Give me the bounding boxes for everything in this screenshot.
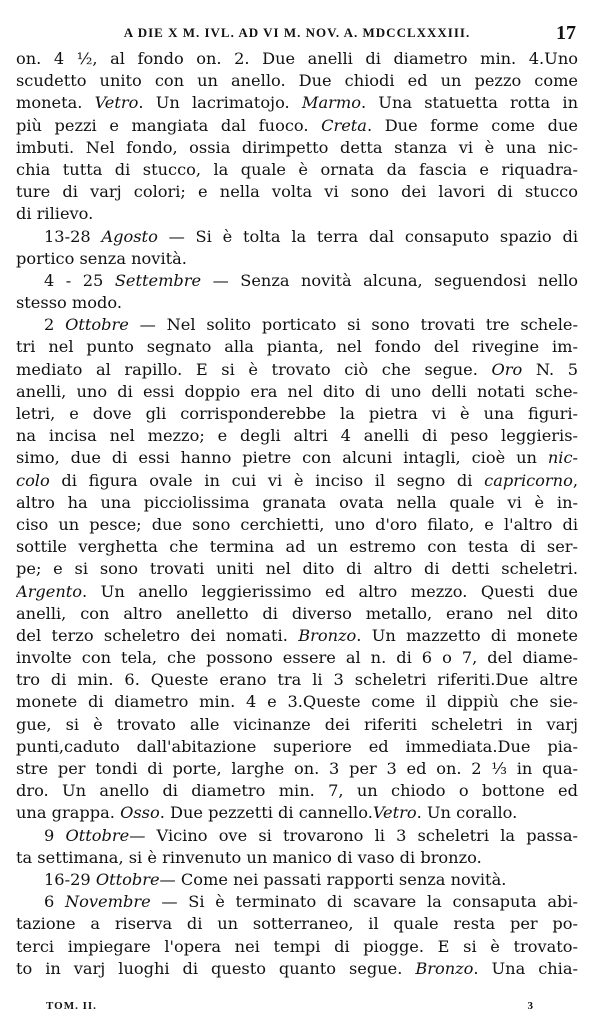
text-run: scudetto unito con un anello. Due chiodi ed un pezzo come xyxy=(16,71,578,91)
text-run: ta settimana, si è rinvenuto un manico di vaso di bronzo. xyxy=(16,847,482,867)
text-run: — Si è tolta la terra dal consaputo spazio di xyxy=(157,226,578,246)
text-run: N. 5 xyxy=(522,359,578,379)
text-line xyxy=(16,514,578,536)
italic-run: Settembre xyxy=(114,270,202,290)
text-run: anelli, con altro anelletto di diverso metallo, erano nel dito xyxy=(16,603,578,623)
text-line xyxy=(16,470,578,492)
italic-run: Ottobre xyxy=(65,315,129,335)
text-run: . Un corallo. xyxy=(416,803,518,823)
text-line xyxy=(16,581,578,603)
text-run: terci impiegare l'opera nei tempi di piogge. E si è trovato- xyxy=(16,936,578,956)
italic-run: Bronzo xyxy=(415,958,474,978)
page-footer xyxy=(46,1000,534,1012)
text-line xyxy=(16,159,578,181)
text-run: gue, si è trovato alle vicinanze dei riferiti scheletri in varj xyxy=(16,714,578,734)
body-text xyxy=(16,48,578,980)
italic-run: colo xyxy=(16,470,50,490)
text-run: , xyxy=(572,470,578,490)
text-line xyxy=(16,292,578,314)
text-run: una grappa. xyxy=(16,803,121,823)
italic-run: Vetro xyxy=(372,803,417,823)
text-line xyxy=(16,936,578,958)
text-line xyxy=(16,70,578,92)
signature-mark: 3 xyxy=(527,1000,534,1012)
text-line xyxy=(16,647,578,669)
text-line xyxy=(16,603,578,625)
text-line xyxy=(16,802,578,824)
text-run: — Nel solito porticato si sono trovati tre schele- xyxy=(128,315,578,335)
italic-run: Osso xyxy=(120,803,160,823)
text-run: simo, due di essi hanno pietre con alcuni intagli, cioè un xyxy=(16,448,548,468)
text-run: moneta. xyxy=(16,93,95,113)
text-run: — Come nei passati rapporti senza novità. xyxy=(159,869,507,889)
text-line xyxy=(16,625,578,647)
text-line xyxy=(16,492,578,514)
text-run: monete di diametro min. 4 e 3.Queste come il dippiù che sie- xyxy=(16,692,578,712)
text-run: . Un mazzetto di monete xyxy=(356,625,578,645)
text-run: na incisa nel mezzo; e degli altri 4 anelli di peso leggieris- xyxy=(16,426,578,446)
text-run: on. 4 ½, al fondo on. 2. Due anelli di diametro min. 4.Uno xyxy=(16,49,578,68)
text-line xyxy=(16,314,578,336)
italic-run: capricorno xyxy=(484,470,573,490)
text-run: mediato al rapillo. E si è trovato ciò che segue. xyxy=(16,359,492,379)
text-line xyxy=(16,558,578,580)
text-run: sottile verghetta che termina ad un estremo con testa di ser- xyxy=(16,537,578,557)
text-line xyxy=(16,92,578,114)
text-run: tazione a riserva di un sotterraneo, il quale resta per po- xyxy=(16,914,578,934)
text-line xyxy=(16,181,578,203)
text-run: imbuti. Nel fondo, ossia dirimpetto detta stanza vi è una nic- xyxy=(16,137,578,157)
text-run: letri, e dove gli corrisponderebbe la pietra vi è una figuri- xyxy=(16,404,578,423)
text-run: to in varj luoghi di questo quanto segue. xyxy=(16,958,416,978)
text-run: — Vicino ove si trovarono li 3 scheletri la passa- xyxy=(129,825,578,845)
text-run: . Un lacrimatojo. xyxy=(138,93,302,113)
text-line xyxy=(16,137,578,159)
text-line xyxy=(16,847,578,869)
italic-run: nic- xyxy=(547,448,578,468)
text-run: 6 xyxy=(44,892,65,912)
text-run: stesso modo. xyxy=(16,293,122,313)
text-run: — Si è terminato di scavare la consaputa abi- xyxy=(150,892,578,912)
text-run: tro di min. 6. Queste erano tra li 3 scheletri riferiti.Due altre xyxy=(16,670,578,690)
text-run: 4 - 25 xyxy=(44,270,115,290)
text-line xyxy=(16,115,578,137)
text-run: più pezzi e mangiata dal fuoco. xyxy=(16,115,322,135)
text-run: stre per tondi di porte, larghe on. 3 per 3 ed on. 2 ⅓ in qua- xyxy=(16,759,578,778)
text-line xyxy=(16,536,578,558)
text-run: . Un anello leggierissimo ed altro mezzo. Questi due xyxy=(82,581,578,601)
text-run: di figura ovale in cui vi è inciso il segno di xyxy=(49,470,485,490)
text-line xyxy=(16,359,578,381)
text-run: chia tutta di stucco, la quale è ornata da fascia e riquadra- xyxy=(16,159,578,179)
text-line xyxy=(16,336,578,358)
text-run: 13-28 xyxy=(44,226,102,246)
text-line xyxy=(16,381,578,403)
text-run: . Una statuetta rotta in xyxy=(360,93,578,113)
page xyxy=(16,18,578,1014)
text-line xyxy=(16,780,578,802)
text-run: dro. Un anello di diametro min. 7, un chiodo o bottone ed xyxy=(16,781,578,801)
text-line xyxy=(16,425,578,447)
italic-run: Creta xyxy=(321,115,367,135)
text-line xyxy=(16,403,578,425)
text-run: portico senza novità. xyxy=(16,248,187,268)
italic-run: Vetro xyxy=(94,93,139,113)
text-run: tri nel punto segnato alla pianta, nel fondo del rivegine im- xyxy=(16,337,578,357)
italic-run: Ottobre xyxy=(95,869,160,889)
text-line xyxy=(16,691,578,713)
text-run: ciso un pesce; due sono cerchietti, uno d'oro filato, e l'altro di xyxy=(16,514,578,534)
volume-mark: TOM. II. xyxy=(46,1000,97,1012)
text-run: punti,caduto dall'abitazione superiore ed immediata.Due pia- xyxy=(16,736,578,756)
italic-run: Ottobre xyxy=(65,825,130,845)
text-line xyxy=(16,758,578,780)
text-run: di rilievo. xyxy=(16,204,94,224)
text-line xyxy=(16,958,578,980)
text-line xyxy=(16,203,578,225)
text-line xyxy=(16,913,578,935)
italic-run: Bronzo xyxy=(298,625,357,645)
page-number: 17 xyxy=(556,22,576,44)
text-run: involte con tela, che possono essere al n. di 6 o 7, del diame- xyxy=(16,648,578,668)
text-line xyxy=(16,48,578,70)
running-head xyxy=(16,18,578,48)
text-line xyxy=(16,825,578,847)
text-run: 16-29 xyxy=(44,869,96,889)
text-run: — Senza novità alcuna, seguendosi nello xyxy=(201,270,578,290)
text-line xyxy=(16,248,578,270)
italic-run: Marmo xyxy=(301,93,361,113)
text-run: altro ha una picciolissima granata ovata nella quale vi è in- xyxy=(16,492,578,512)
text-line xyxy=(16,736,578,758)
text-run: . Due forme come due xyxy=(366,115,578,135)
text-run: pe; e si sono trovati uniti nel dito di altro di detti scheletri. xyxy=(16,559,578,579)
text-line xyxy=(16,447,578,469)
text-line xyxy=(16,270,578,292)
text-run: anelli, uno di essi doppio era nel dito di uno delli notati sche- xyxy=(16,381,578,401)
italic-run: Agosto xyxy=(101,226,158,246)
italic-run: Novembre xyxy=(65,892,151,912)
italic-run: Argento xyxy=(16,581,83,601)
text-run: . Due pezzetti di cannello. xyxy=(159,803,373,823)
text-run: . Una chia- xyxy=(473,958,578,978)
text-line xyxy=(16,714,578,736)
text-run: ture di varj colori; e nella volta vi sono dei lavori di stucco xyxy=(16,182,578,202)
italic-run: Oro xyxy=(491,359,523,379)
running-title: A DIE X M. IVL. AD VI M. NOV. A. MDCCLXXXIII. xyxy=(123,25,471,40)
text-run: 9 xyxy=(44,825,66,845)
text-run: 2 xyxy=(44,315,66,335)
text-line xyxy=(16,869,578,891)
text-line xyxy=(16,669,578,691)
text-line xyxy=(16,891,578,913)
text-line xyxy=(16,226,578,248)
text-run: del terzo scheletro dei nomati. xyxy=(16,625,299,645)
